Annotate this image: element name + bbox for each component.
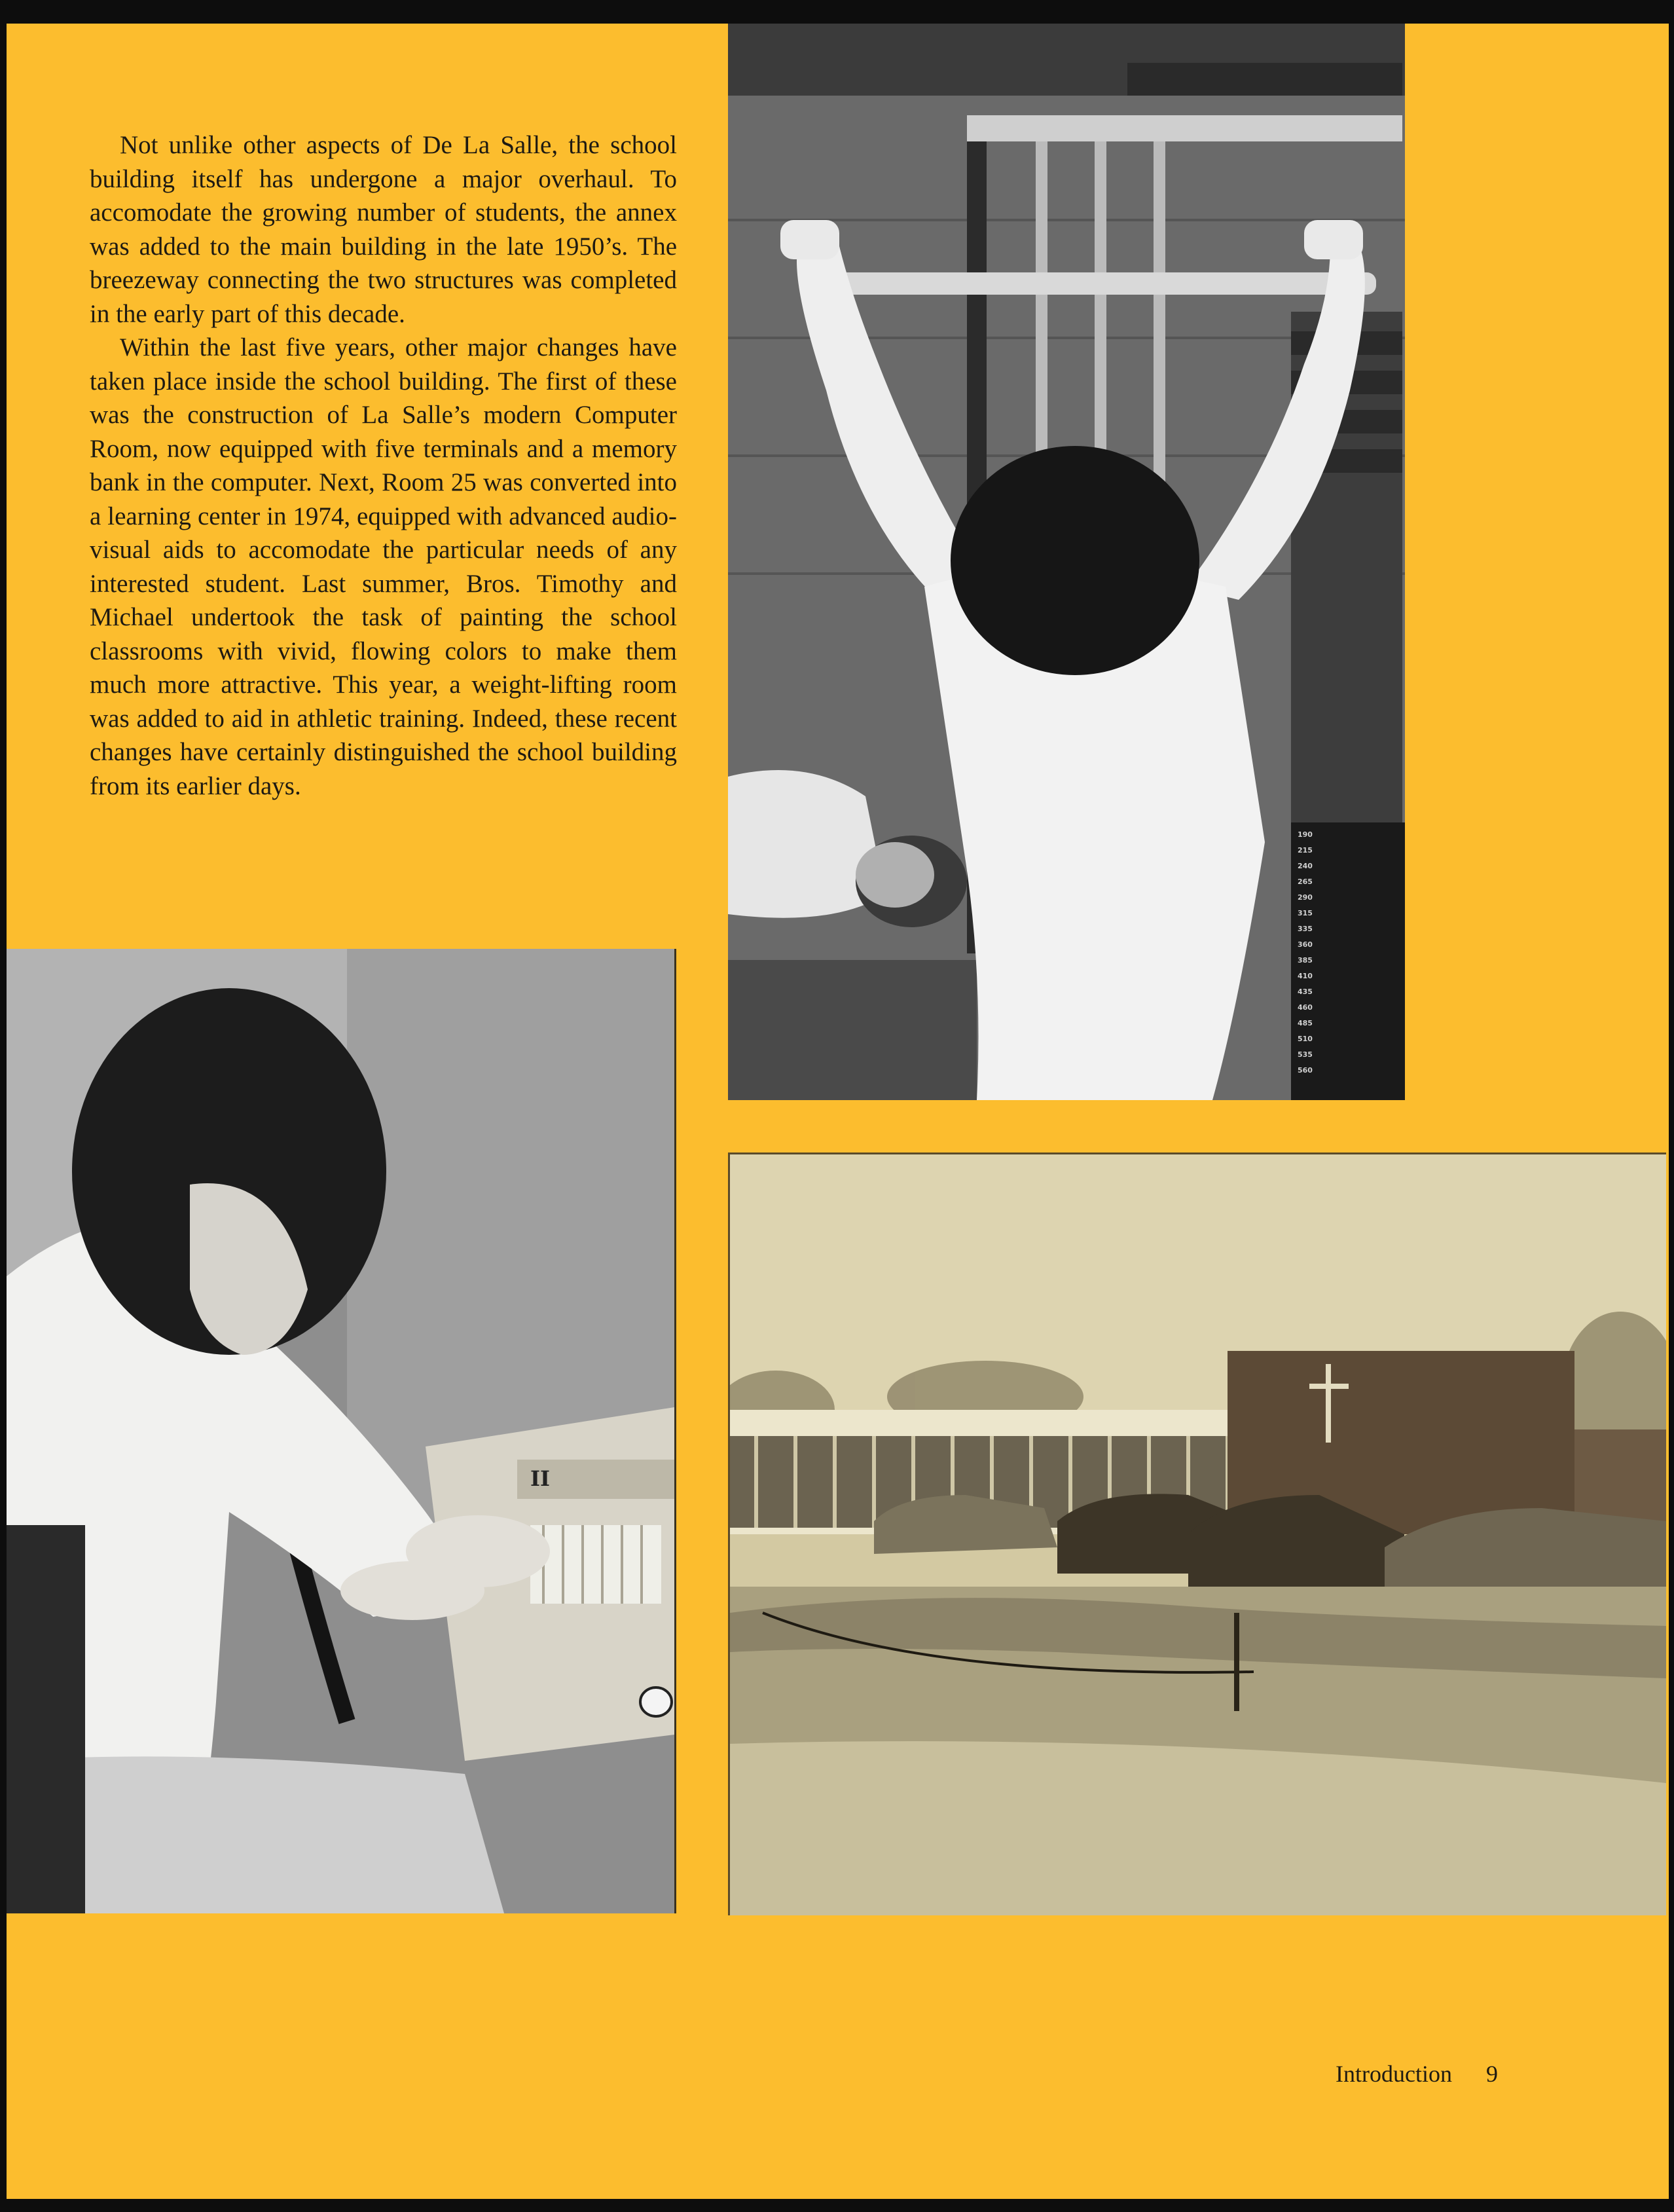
article-paragraph-2: Within the last five years, other major changes have taken place inside the school building. The first of these was the construction of La Salle’s modern Computer Room, now equipped with five terminals and a memory bank in the computer. Next, Room 25 was converted into a learning center in 1974, equipped with advanced audio-visual aids to accomodate the particular needs of any interested student. Last summer, Bros. Timothy and Michael undertook the task of painting the school classrooms with vivid, flowing colors to make them much more attractive. This year, a weight-lifting room was added to aid in athletic training. Indeed, these recent changes have certainly distinguished the school building from its earlier days.: [90, 333, 677, 800]
weight-stack-label: 190: [1298, 830, 1313, 839]
school-building-illustration: [730, 1154, 1666, 1915]
page-number: 9: [1485, 2061, 1498, 2087]
section-label: Introduction: [1336, 2061, 1452, 2087]
weight-stack-label: 315: [1298, 909, 1313, 917]
weight-stack-label: 435: [1298, 987, 1313, 996]
article-paragraph-1: Not unlike other aspects of De La Salle, the school building itself has undergone a major overhaul. To accomodate the growing number of students, the annex was added to the main building in the late 1950’s. The breezeway connecting the two structures was completed in the early part of this decade.: [90, 131, 677, 328]
scan-edge-top: [0, 0, 1674, 24]
article-text: [90, 128, 677, 803]
weight-stack-label: 510: [1298, 1035, 1313, 1043]
weight-stack-label: 215: [1298, 846, 1313, 855]
weight-stack-label: 535: [1298, 1050, 1313, 1059]
weight-stack-label: 335: [1298, 925, 1313, 933]
weight-stack-label: 485: [1298, 1019, 1313, 1027]
computer-terminal-illustration: [7, 949, 674, 1913]
weight-stack-label: 385: [1298, 956, 1313, 965]
scan-edge-bottom: [0, 2199, 1674, 2212]
terminal-keycap-label: II: [530, 1466, 550, 1491]
weight-stack-label: 290: [1298, 893, 1313, 902]
weight-room-photo: [728, 24, 1405, 1100]
weight-stack-label: 560: [1298, 1066, 1313, 1075]
weight-stack-label: 265: [1298, 877, 1313, 886]
school-building-photo: [728, 1152, 1666, 1915]
page-footer: [1336, 2057, 1498, 2090]
weight-stack-label: 410: [1298, 972, 1313, 980]
scan-edge-left: [0, 0, 7, 2212]
weight-stack-label: 360: [1298, 940, 1313, 949]
computer-terminal-photo: [7, 949, 676, 1913]
weight-stack-label: 240: [1298, 862, 1313, 870]
weight-room-illustration: [728, 24, 1405, 1100]
weight-stack-label: 460: [1298, 1003, 1313, 1012]
scan-edge-right: [1669, 0, 1674, 2212]
